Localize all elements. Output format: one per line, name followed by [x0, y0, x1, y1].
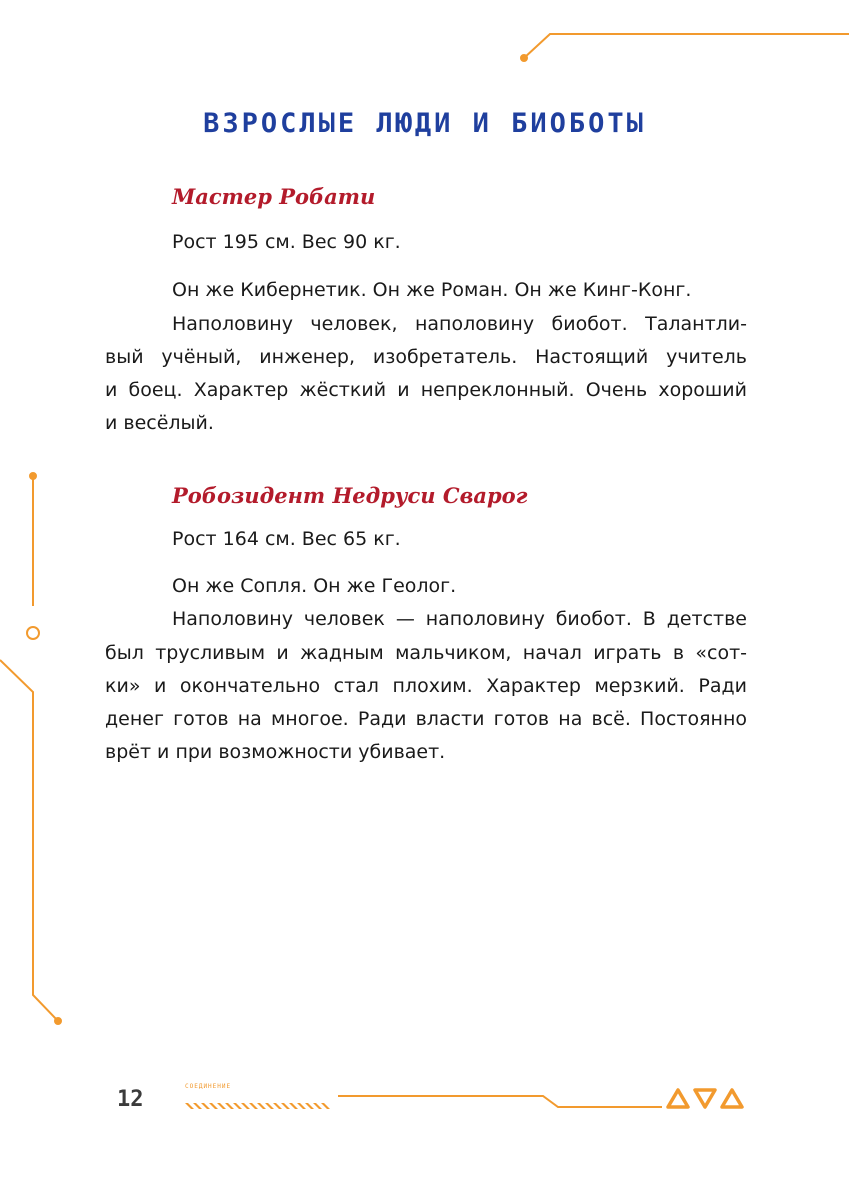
footer-logo-icon [668, 1090, 742, 1107]
character-stats: Рост 195 см. Вес 90 кг. [172, 231, 401, 253]
bio-line: был трусливым и жадным мальчиком, начал играть в «сот- [105, 642, 747, 664]
character-name: Робозидент Недруси Сварог [172, 483, 528, 508]
left-top-dot [30, 473, 36, 479]
footer-stripes [185, 1103, 330, 1109]
bio-line: Наполовину человек, наполовину биобот. Талантли- [172, 313, 747, 335]
top-corner-dot [521, 55, 527, 61]
page-number: 12 [117, 1087, 144, 1112]
left-bottom-dot [55, 1018, 61, 1024]
bio-line: денег готов на многое. Ради власти готов на всё. Постоянно [105, 708, 747, 730]
brand-label: СОЕДИНЕНИЕ [185, 1083, 232, 1090]
bio-line: врёт и при возможности убивает. [105, 741, 446, 763]
footer-line [338, 1096, 662, 1107]
character-stats: Рост 164 см. Вес 65 кг. [172, 528, 401, 550]
left-ring [27, 627, 39, 639]
top-corner-line [524, 34, 849, 58]
bio-line: вый учёный, инженер, изобретатель. Настоящий учитель [105, 346, 747, 368]
bio-line: Наполовину человек — наполовину биобот. В детстве [172, 608, 747, 630]
left-bracket-line [0, 660, 58, 1021]
bio-line: и боец. Характер жёсткий и непреклонный. Очень хороший [105, 379, 747, 401]
character-name: Мастер Робати [172, 184, 376, 209]
bio-line: Он же Кибернетик. Он же Роман. Он же Кинг-Конг. [172, 279, 692, 301]
bio-line: Он же Сопля. Он же Геолог. [172, 575, 457, 597]
bio-line: и весёлый. [105, 412, 214, 434]
bio-line: ки» и окончательно стал плохим. Характер мерзкий. Ради [105, 675, 747, 697]
page-title: ВЗРОСЛЫЕ ЛЮДИ И БИОБОТЫ [203, 108, 646, 139]
